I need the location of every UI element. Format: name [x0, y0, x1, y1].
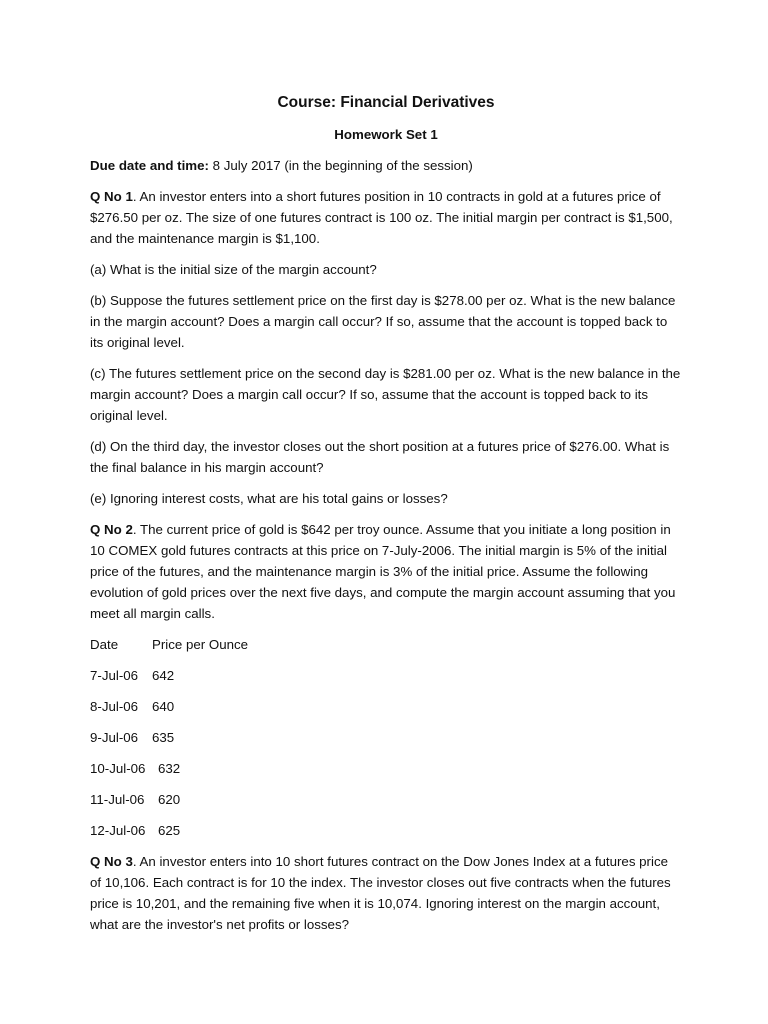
- course-title: Course: Financial Derivatives: [277, 94, 495, 111]
- row-date: 11-Jul-06: [90, 792, 145, 807]
- row-date: 7-Jul-06: [90, 668, 139, 683]
- question-1-part-a: (a) What is the initial size of the margin account?: [90, 262, 377, 277]
- price-table-header: [90, 634, 682, 655]
- question-1: [90, 186, 682, 249]
- table-row: [90, 758, 682, 779]
- question-2-text: . The current price of gold is $642 per troy ounce. Assume that you initiate a long position in 10 COMEX gold futures contracts at this price on 7-July-2006. The initial margin is 5% of the initial price of the futures, and the maintenance margin is 3% of the initial price. Assume the following evolution of gold prices over the next five days, and compute the margin account assuming that you meet all margin calls.: [90, 522, 676, 621]
- price-table: [90, 634, 682, 841]
- table-row: [90, 727, 682, 748]
- table-row: [90, 696, 682, 717]
- row-price: 632: [158, 761, 181, 776]
- due-date-line: [90, 155, 682, 176]
- price-column-header: Price per Ounce: [152, 637, 249, 652]
- table-row: [90, 665, 682, 686]
- due-date-value: 8 July 2017 (in the beginning of the session): [208, 158, 473, 173]
- date-column-header: Date: [90, 637, 119, 652]
- question-3: [90, 851, 682, 935]
- table-row: [90, 789, 682, 810]
- row-date: 8-Jul-06: [90, 699, 139, 714]
- row-date: 9-Jul-06: [90, 730, 139, 745]
- row-price: 640: [152, 699, 175, 714]
- row-price: 625: [158, 823, 181, 838]
- question-3-label: Q No 3: [90, 854, 133, 869]
- question-1-part-c: (c) The futures settlement price on the second day is $281.00 per oz. What is the new balance in the margin account? Does a margin call occur? If so, assume that the account is topped back to its original level.: [90, 366, 681, 423]
- question-3-text: . An investor enters into 10 short futures contract on the Dow Jones Index at a futures price of 10,106. Each contract is for 10 the index. The investor closes out five contracts when the futures price is 10,201, and the remaining five when it is 10,074. Ignoring interest on the margin account, what are the investor's net profits or losses?: [90, 854, 671, 932]
- question-2-label: Q No 2: [90, 522, 133, 537]
- table-row: [90, 820, 682, 841]
- row-price: 635: [152, 730, 175, 745]
- question-2: [90, 519, 682, 624]
- row-date: 12-Jul-06: [90, 823, 146, 838]
- row-price: 620: [158, 792, 181, 807]
- row-price: 642: [152, 668, 175, 683]
- row-date: 10-Jul-06: [90, 761, 146, 776]
- question-1-part-b: (b) Suppose the futures settlement price on the first day is $278.00 per oz. What is the new balance in the margin account? Does a margin call occur? If so, assume that the account is topped back to its original level.: [90, 293, 676, 350]
- question-1-label: Q No 1: [90, 189, 133, 204]
- due-date-label: Due date and time:: [90, 158, 209, 173]
- homework-subtitle: Homework Set 1: [334, 127, 438, 142]
- question-1-part-e: (e) Ignoring interest costs, what are his total gains or losses?: [90, 491, 448, 506]
- question-1-part-d: (d) On the third day, the investor closes out the short position at a futures price of $276.00. What is the final balance in his margin account?: [90, 439, 670, 475]
- question-1-text: . An investor enters into a short futures position in 10 contracts in gold at a futures price of $276.50 per oz. The size of one futures contract is 100 oz. The initial margin per contract is $1,500, and the maintenance margin is $1,100.: [90, 189, 673, 246]
